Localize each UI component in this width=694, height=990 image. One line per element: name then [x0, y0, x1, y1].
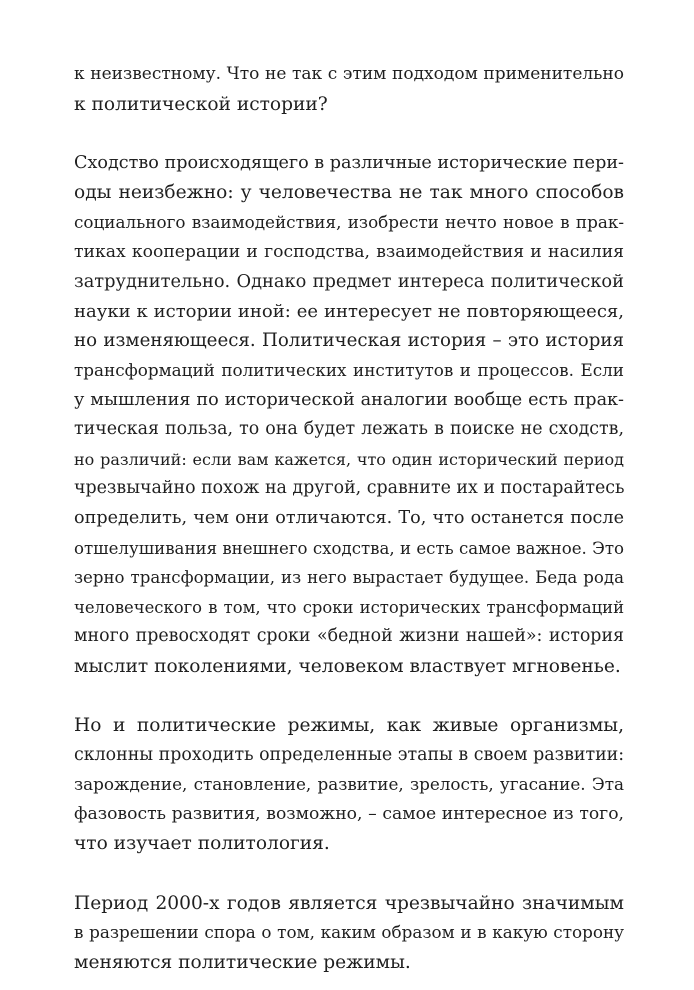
text-line: меняются политические режимы.: [74, 951, 411, 973]
text-line: фазовость развития, возможно, – самое интересное из того,: [74, 803, 624, 824]
body-text: [74, 60, 624, 977]
text-line: социального взаимодействия, изобрести нечто новое в прак-: [74, 211, 624, 232]
text-line: много превосходят сроки «бедной жизни нашей»: история: [74, 626, 624, 647]
text-line: трансформаций политических институтов и процессов. Если: [74, 359, 624, 380]
paragraph-spacer: [74, 859, 624, 889]
text-line: тическая польза, то она будет лежать в поиске не сходств,: [74, 419, 624, 440]
text-line: тиках кооперации и господства, взаимодействия и насилия: [74, 241, 624, 262]
text-line: Период 2000-х годов является чрезвычайно значимым: [74, 892, 624, 914]
paragraph-1: [74, 60, 624, 119]
text-line: в разрешении спора о том, каким образом и в какую сторону: [74, 922, 624, 943]
text-line: определить, чем они отличаются. То, что останется после: [74, 507, 624, 528]
paragraph-4: [74, 889, 624, 978]
text-line: склонны проходить определенные этапы в своем развитии:: [74, 744, 625, 765]
text-line: зарождение, становление, развитие, зрелость, угасание. Эта: [74, 774, 624, 795]
text-line: но изменяющееся. Политическая история – это история: [74, 330, 624, 352]
text-line: к политической истории?: [74, 93, 328, 115]
paragraph-3: [74, 711, 624, 859]
text-line: зерно трансформации, из него вырастает будущее. Беда рода: [74, 568, 624, 588]
text-line: у мышления по исторической аналогии вообще есть прак-: [74, 389, 624, 410]
text-line: оды неизбежно: у человечества не так много способов: [74, 182, 624, 204]
text-line: мыслит поколениями, человеком властвует мгновенье.: [74, 655, 621, 677]
text-line: чрезвычайно похож на другой, сравните их и постарайтесь: [74, 478, 625, 499]
text-line: Но и политические режимы, как живые организмы,: [74, 715, 624, 737]
text-line: отшелушивания внешнего сходства, и есть самое важное. Это: [74, 538, 624, 558]
text-line: что изучает политология.: [74, 833, 330, 855]
text-line: науки к истории иной: ее интересует не повторяющееся,: [74, 300, 624, 322]
paragraph-2: [74, 149, 624, 682]
text-line: человеческого в том, что сроки исторических трансформаций: [74, 597, 624, 617]
text-line: но различий: если вам кажется, что один исторический период: [74, 449, 624, 469]
paragraph-spacer: [74, 119, 624, 149]
text-line: Сходство происходящего в различные исторические пери-: [74, 152, 624, 173]
text-line: к неизвестному. Что не так с этим подходом применительно: [74, 64, 624, 84]
paragraph-spacer: [74, 681, 624, 711]
text-line: затруднительно. Однако предмет интереса политической: [74, 271, 624, 293]
